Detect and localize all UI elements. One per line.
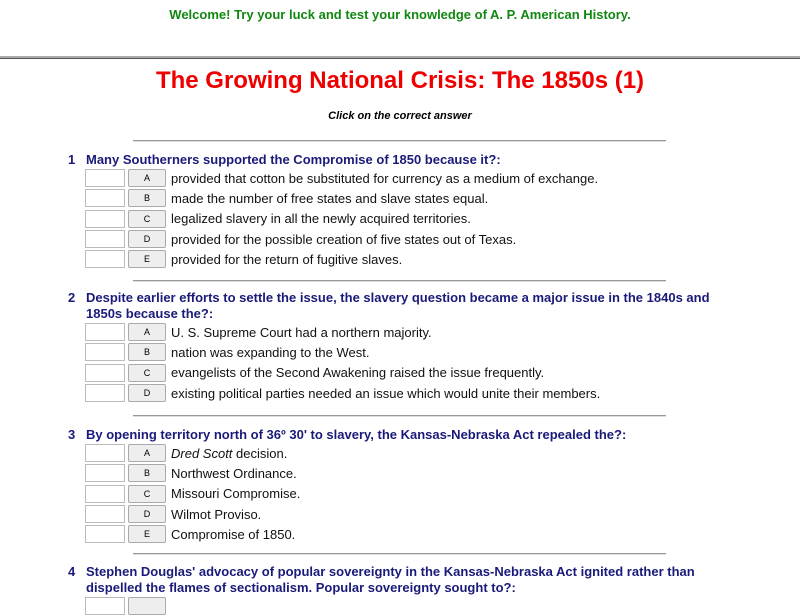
answer-option [85, 322, 748, 342]
answer-button-e[interactable]: E [128, 525, 166, 543]
answer-text: legalized slavery in all the newly acquired territories. [171, 211, 471, 227]
answer-button-d[interactable]: D [128, 505, 166, 523]
answer-option [85, 249, 748, 269]
answer-text: Northwest Ordinance. [171, 465, 297, 481]
question-number: 2 [68, 290, 76, 305]
answer-option [85, 524, 748, 544]
answer-box[interactable] [85, 230, 125, 248]
question-text: Stephen Douglas' advocacy of popular sovereignty in the Kansas-Nebraska Act ignited rather than dispelled the flames of sectionalism. Popular sovereignty sought to?: [86, 564, 695, 595]
answer-button-d[interactable]: D [128, 230, 166, 248]
answer-text: U. S. Supreme Court had a northern majority. [171, 324, 432, 340]
question-2 [68, 290, 748, 403]
page-title: The Growing National Crisis: The 1850s (1) [155, 67, 645, 94]
answer-text: Compromise of 1850. [171, 526, 296, 542]
divider [133, 553, 666, 555]
question-text: By opening territory north of 36º 30' to slavery, the Kansas-Nebraska Act repealed the?: [86, 427, 627, 442]
answer-box[interactable] [85, 323, 125, 341]
question-text: Many Southerners supported the Compromise of 1850 because it?: [86, 152, 501, 167]
answer-box[interactable] [85, 189, 125, 207]
answer-text: provided for the return of fugitive slaves. [171, 251, 403, 267]
answer-text: provided for the possible creation of five states out of Texas. [171, 231, 517, 247]
answer-text: Wilmot Proviso. [171, 506, 262, 522]
answer-option [85, 168, 748, 188]
answer-button-a[interactable]: A [128, 444, 166, 462]
answer-option [85, 443, 748, 463]
question-1 [68, 152, 748, 269]
answer-button-a[interactable]: A [128, 169, 166, 187]
question-number: 4 [68, 564, 76, 579]
answer-option [85, 383, 748, 403]
answer-option [85, 504, 748, 524]
answer-option [85, 342, 748, 362]
answer-text: evangelists of the Second Awakening raised the issue frequently. [171, 365, 545, 381]
answer-button-d[interactable]: D [128, 384, 166, 402]
answer-box[interactable] [85, 485, 125, 503]
answer-button-b[interactable]: B [128, 343, 166, 361]
answer-text: made the number of free states and slave states equal. [171, 190, 489, 206]
divider [133, 415, 666, 417]
answer-button-c[interactable]: C [128, 485, 166, 503]
answer-button-c[interactable]: C [128, 210, 166, 228]
answer-box[interactable] [85, 384, 125, 402]
welcome-message: Welcome! Try your luck and test your knowledge of A. P. American History. [169, 7, 631, 22]
answer-button-e[interactable]: E [128, 250, 166, 268]
answer-text: existing political parties needed an issue which would unite their members. [171, 385, 601, 401]
answer-box[interactable] [85, 364, 125, 382]
instruction: Click on the correct answer [328, 110, 472, 122]
answer-option [85, 188, 748, 208]
answer-button-a[interactable]: A [128, 323, 166, 341]
answer-option [85, 209, 748, 229]
question-number: 3 [68, 427, 76, 442]
answer-button-c[interactable]: C [128, 364, 166, 382]
answer-box[interactable] [85, 505, 125, 523]
answer-option [85, 463, 748, 483]
answer-button-b[interactable]: B [128, 464, 166, 482]
answer-option [85, 484, 748, 504]
divider [0, 56, 800, 59]
question-4 [68, 564, 748, 616]
answer-box[interactable] [85, 169, 125, 187]
question-3 [68, 427, 748, 544]
answer-option [85, 229, 748, 249]
answer-box[interactable] [85, 464, 125, 482]
answer-text: Dred Scott decision. [171, 445, 288, 461]
question-number: 1 [68, 152, 76, 167]
answer-box[interactable] [85, 250, 125, 268]
answer-text: nation was expanding to the West. [171, 344, 370, 360]
question-text: Despite earlier efforts to settle the issue, the slavery question became a major issue in the 1840s and 1850s because the?: [86, 290, 710, 321]
answer-box[interactable] [85, 210, 125, 228]
answer-box[interactable] [85, 525, 125, 543]
divider [133, 280, 666, 282]
divider [133, 140, 666, 142]
answer-box[interactable] [85, 444, 125, 462]
answer-option [85, 363, 748, 383]
answer-text: provided that cotton be substituted for currency as a medium of exchange. [171, 170, 599, 186]
answer-text: Missouri Compromise. [171, 486, 301, 502]
answer-box[interactable] [85, 343, 125, 361]
answer-button-b[interactable]: B [128, 189, 166, 207]
